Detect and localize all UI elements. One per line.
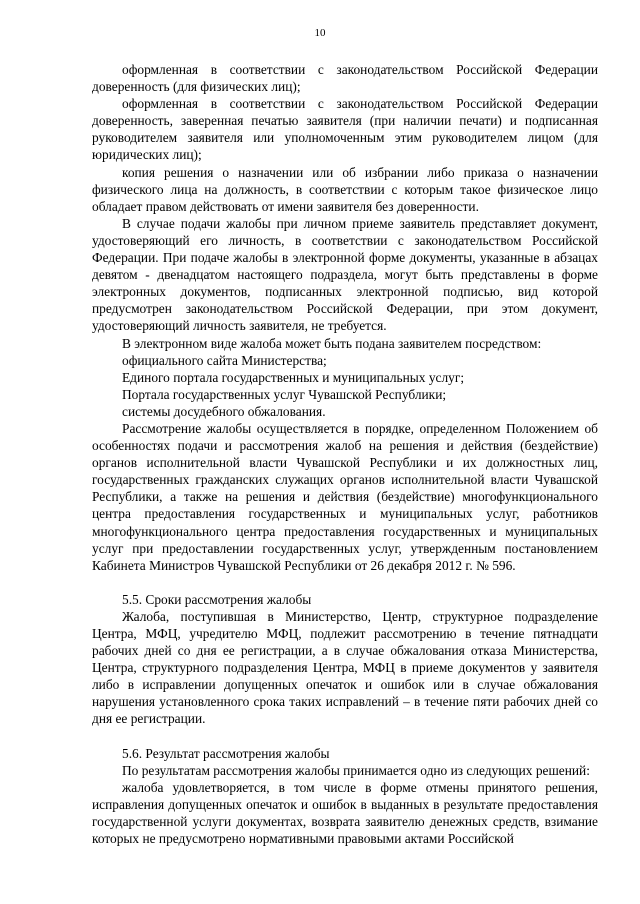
document-body — [92, 61, 598, 847]
list-item: системы досудебного обжалования. — [122, 403, 326, 419]
paragraph: В электронном виде жалоба может быть подана заявителем посредством: — [122, 335, 542, 351]
spacer — [92, 728, 598, 745]
paragraph: В случае подачи жалобы при личном приеме заявитель представляет документ, удостоверяющий его личность, в соответствии с законодательством Российской Федерации. При подаче жалобы в электронной форме документы, указанные в абзацах девятом - двенадцатом настоящего подраздела, могут быть представлены в форме электронных документов, подписанных электронной подписью, вид которой предусмотрен законодательством Российской Федерации, при этом документ, удостоверяющий личность заявителя, не требуется. — [92, 215, 598, 334]
paragraph: Рассмотрение жалобы осуществляется в порядке, определенном Положением об особенностях подачи и рассмотрения жалоб на решения и действия (бездействие) органов исполнительной власти Чувашской Республики и их должностных лиц, государственных гражданских служащих органов исполнительной власти Чувашской Республики, а также на решения и действия (бездействие) многофункционального центра предоставления государственных и муниципальных услуг, работников многофункционального центра предоставления государственных и муниципальных услуг при предоставлении государственных услуг, утвержденным постановлением Кабинета Министров Чувашской Республики от 26 декабря 2012 г. № 596. — [92, 420, 598, 573]
paragraph: Жалоба, поступившая в Министерство, Центр, структурное подразделение Центра, МФЦ, учредителю МФЦ, подлежит рассмотрению в течение пятнадцати рабочих дней со дня ее регистрации, а в случае обжалования отказа Министерства, Центра, структурного подразделения Центра, МФЦ в приеме документов у заявителя либо в исправлении допущенных опечаток и ошибок или в случае обжалования нарушения установленного срока таких исправлений – в течение пяти рабочих дней со дня ее регистрации. — [92, 608, 598, 727]
paragraph: жалоба удовлетворяется, в том числе в форме отмены принятого решения, исправления допущенных опечаток и ошибок в выданных в результате предоставления государственной услуги документах, возврата заявителю денежных средств, взимание которых не предусмотрено нормативными правовыми актами Российской — [92, 779, 598, 847]
paragraph: копия решения о назначении или об избрании либо приказа о назначении физического лица на должность, в соответствии с которым такое физическое лицо обладает правом действовать от имени заявителя без доверенности. — [92, 164, 598, 214]
page-number: 10 — [314, 27, 326, 39]
section-heading-5-6: 5.6. Результат рассмотрения жалобы — [122, 745, 330, 761]
paragraph: оформленная в соответствии с законодательством Российской Федерации доверенность (для физических лиц); — [92, 62, 598, 95]
list-item: Портала государственных услуг Чувашской Республики; — [122, 386, 447, 402]
list-item: Единого портала государственных и муниципальных услуг; — [122, 369, 465, 385]
spacer — [92, 574, 598, 591]
paragraph: оформленная в соответствии с законодательством Российской Федерации доверенность, заверенная печатью заявителя (при наличии печати) и подписанная руководителем заявителя или уполномоченным этим руководителем лицом (для юридических лиц); — [92, 96, 598, 163]
section-heading-5-5: 5.5. Сроки рассмотрения жалобы — [122, 591, 312, 607]
list-item: официального сайта Министерства; — [122, 352, 327, 368]
paragraph: По результатам рассмотрения жалобы принимается одно из следующих решений: — [122, 762, 590, 778]
